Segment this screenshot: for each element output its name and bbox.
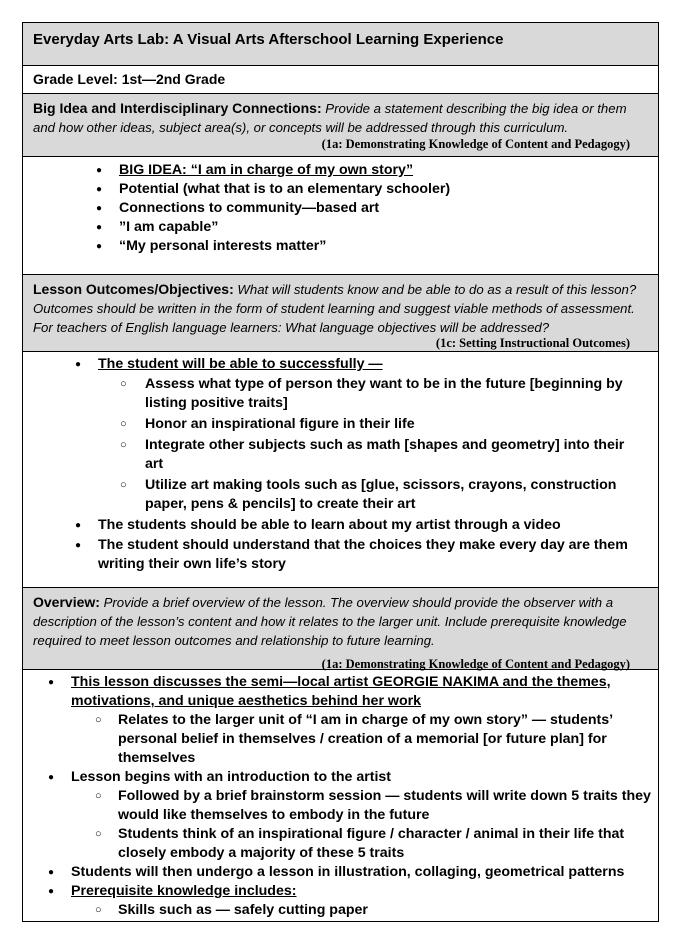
outcomes-list — [23, 355, 658, 574]
outcomes-heading: Lesson Outcomes/Objectives: — [33, 281, 234, 297]
list-item: ● Students will then undergo a lesson in illustration, collaging, geometrical patterns — [23, 863, 658, 882]
list-item: ○ Skills such as — safely cutting paper — [23, 901, 658, 920]
list-item: ● This lesson discusses the semi—local artist GEORGIE NAKIMA and the themes, motivations, and unique aesthetics behind her work — [23, 673, 658, 711]
overview-heading: Overview: — [33, 594, 100, 610]
big-idea-header — [23, 94, 658, 157]
list-item: ● The student will be able to successfully — — [23, 355, 658, 374]
list-item: ○ Followed by a brief brainstorm session — students will write down 5 traits they would like themselves to embody in the future — [23, 787, 658, 825]
list-item: ● “My personal interests matter” — [23, 237, 658, 256]
list-item: ● The students should be able to learn about my artist through a video — [23, 516, 658, 535]
list-item: ○ Utilize art making tools such as [glue, scissors, crayons, construction paper, pens & pencils] to create their art — [23, 476, 658, 514]
list-item: ○ Integrate other subjects such as math [shapes and geometry] into their art — [23, 436, 658, 474]
list-item: ○ Students think of an inspirational figure / character / animal in their life that closely embody a majority of these 5 traits — [23, 825, 658, 863]
list-item: ○ Honor an inspirational figure in their life — [23, 415, 658, 434]
big-idea-reference: (1a: Demonstrating Knowledge of Content and Pedagogy) — [321, 137, 630, 151]
list-item: ● Potential (what that is to an elementary schooler) — [23, 180, 658, 199]
document-title: Everyday Arts Lab: A Visual Arts Afterschool Learning Experience — [23, 23, 658, 66]
big-idea-list — [23, 161, 658, 256]
list-item: ● Connections to community—based art — [23, 199, 658, 218]
lesson-plan-table — [22, 22, 659, 922]
outcomes-content — [23, 352, 658, 588]
outcomes-prompt: What will students know and be able to do as a result of this lesson? Outcomes should be written in the form of student learning and suggest viable methods of assessment. For teachers of English language learners: What language objectives will be addressed? — [33, 282, 637, 335]
overview-list — [23, 673, 658, 920]
grade-level: Grade Level: 1st—2nd Grade — [23, 66, 658, 94]
list-item: ● Lesson begins with an introduction to the artist — [23, 768, 658, 787]
list-item: ● The student should understand that the choices they make every day are them writing their own life’s story — [23, 536, 658, 574]
big-idea-heading: Big Idea and Interdisciplinary Connections: — [33, 100, 322, 116]
list-item: ○ Relates to the larger unit of “I am in charge of my own story” — students’ personal belief in themselves / creation of a memorial [or future plan] for themselves — [23, 711, 658, 768]
outcomes-reference: (1c: Setting Instructional Outcomes) — [435, 336, 630, 350]
big-idea-prompt: Provide a statement describing the big idea or them and how other ideas, subject area(s), or concepts will be addressed through this curriculum. — [33, 101, 627, 135]
list-item: ○ Assess what type of person they want to be in the future [beginning by listing positive traits] — [23, 375, 658, 413]
big-idea-content — [23, 157, 658, 275]
overview-prompt: Provide a brief overview of the lesson. The overview should provide the observer with a description of the lesson’s content and how it relates to the larger unit. Include prerequisite knowledge required to meet lesson outcomes and relationship to future learning. — [33, 595, 627, 648]
overview-header — [23, 588, 658, 670]
list-item: ● ”I am capable” — [23, 218, 658, 237]
outcomes-header — [23, 275, 658, 352]
overview-reference: (1a: Demonstrating Knowledge of Content and Pedagogy) — [321, 657, 630, 671]
list-item: ● BIG IDEA: “I am in charge of my own story” — [23, 161, 658, 180]
overview-content — [23, 670, 658, 922]
list-item: ● Prerequisite knowledge includes: — [23, 882, 658, 901]
